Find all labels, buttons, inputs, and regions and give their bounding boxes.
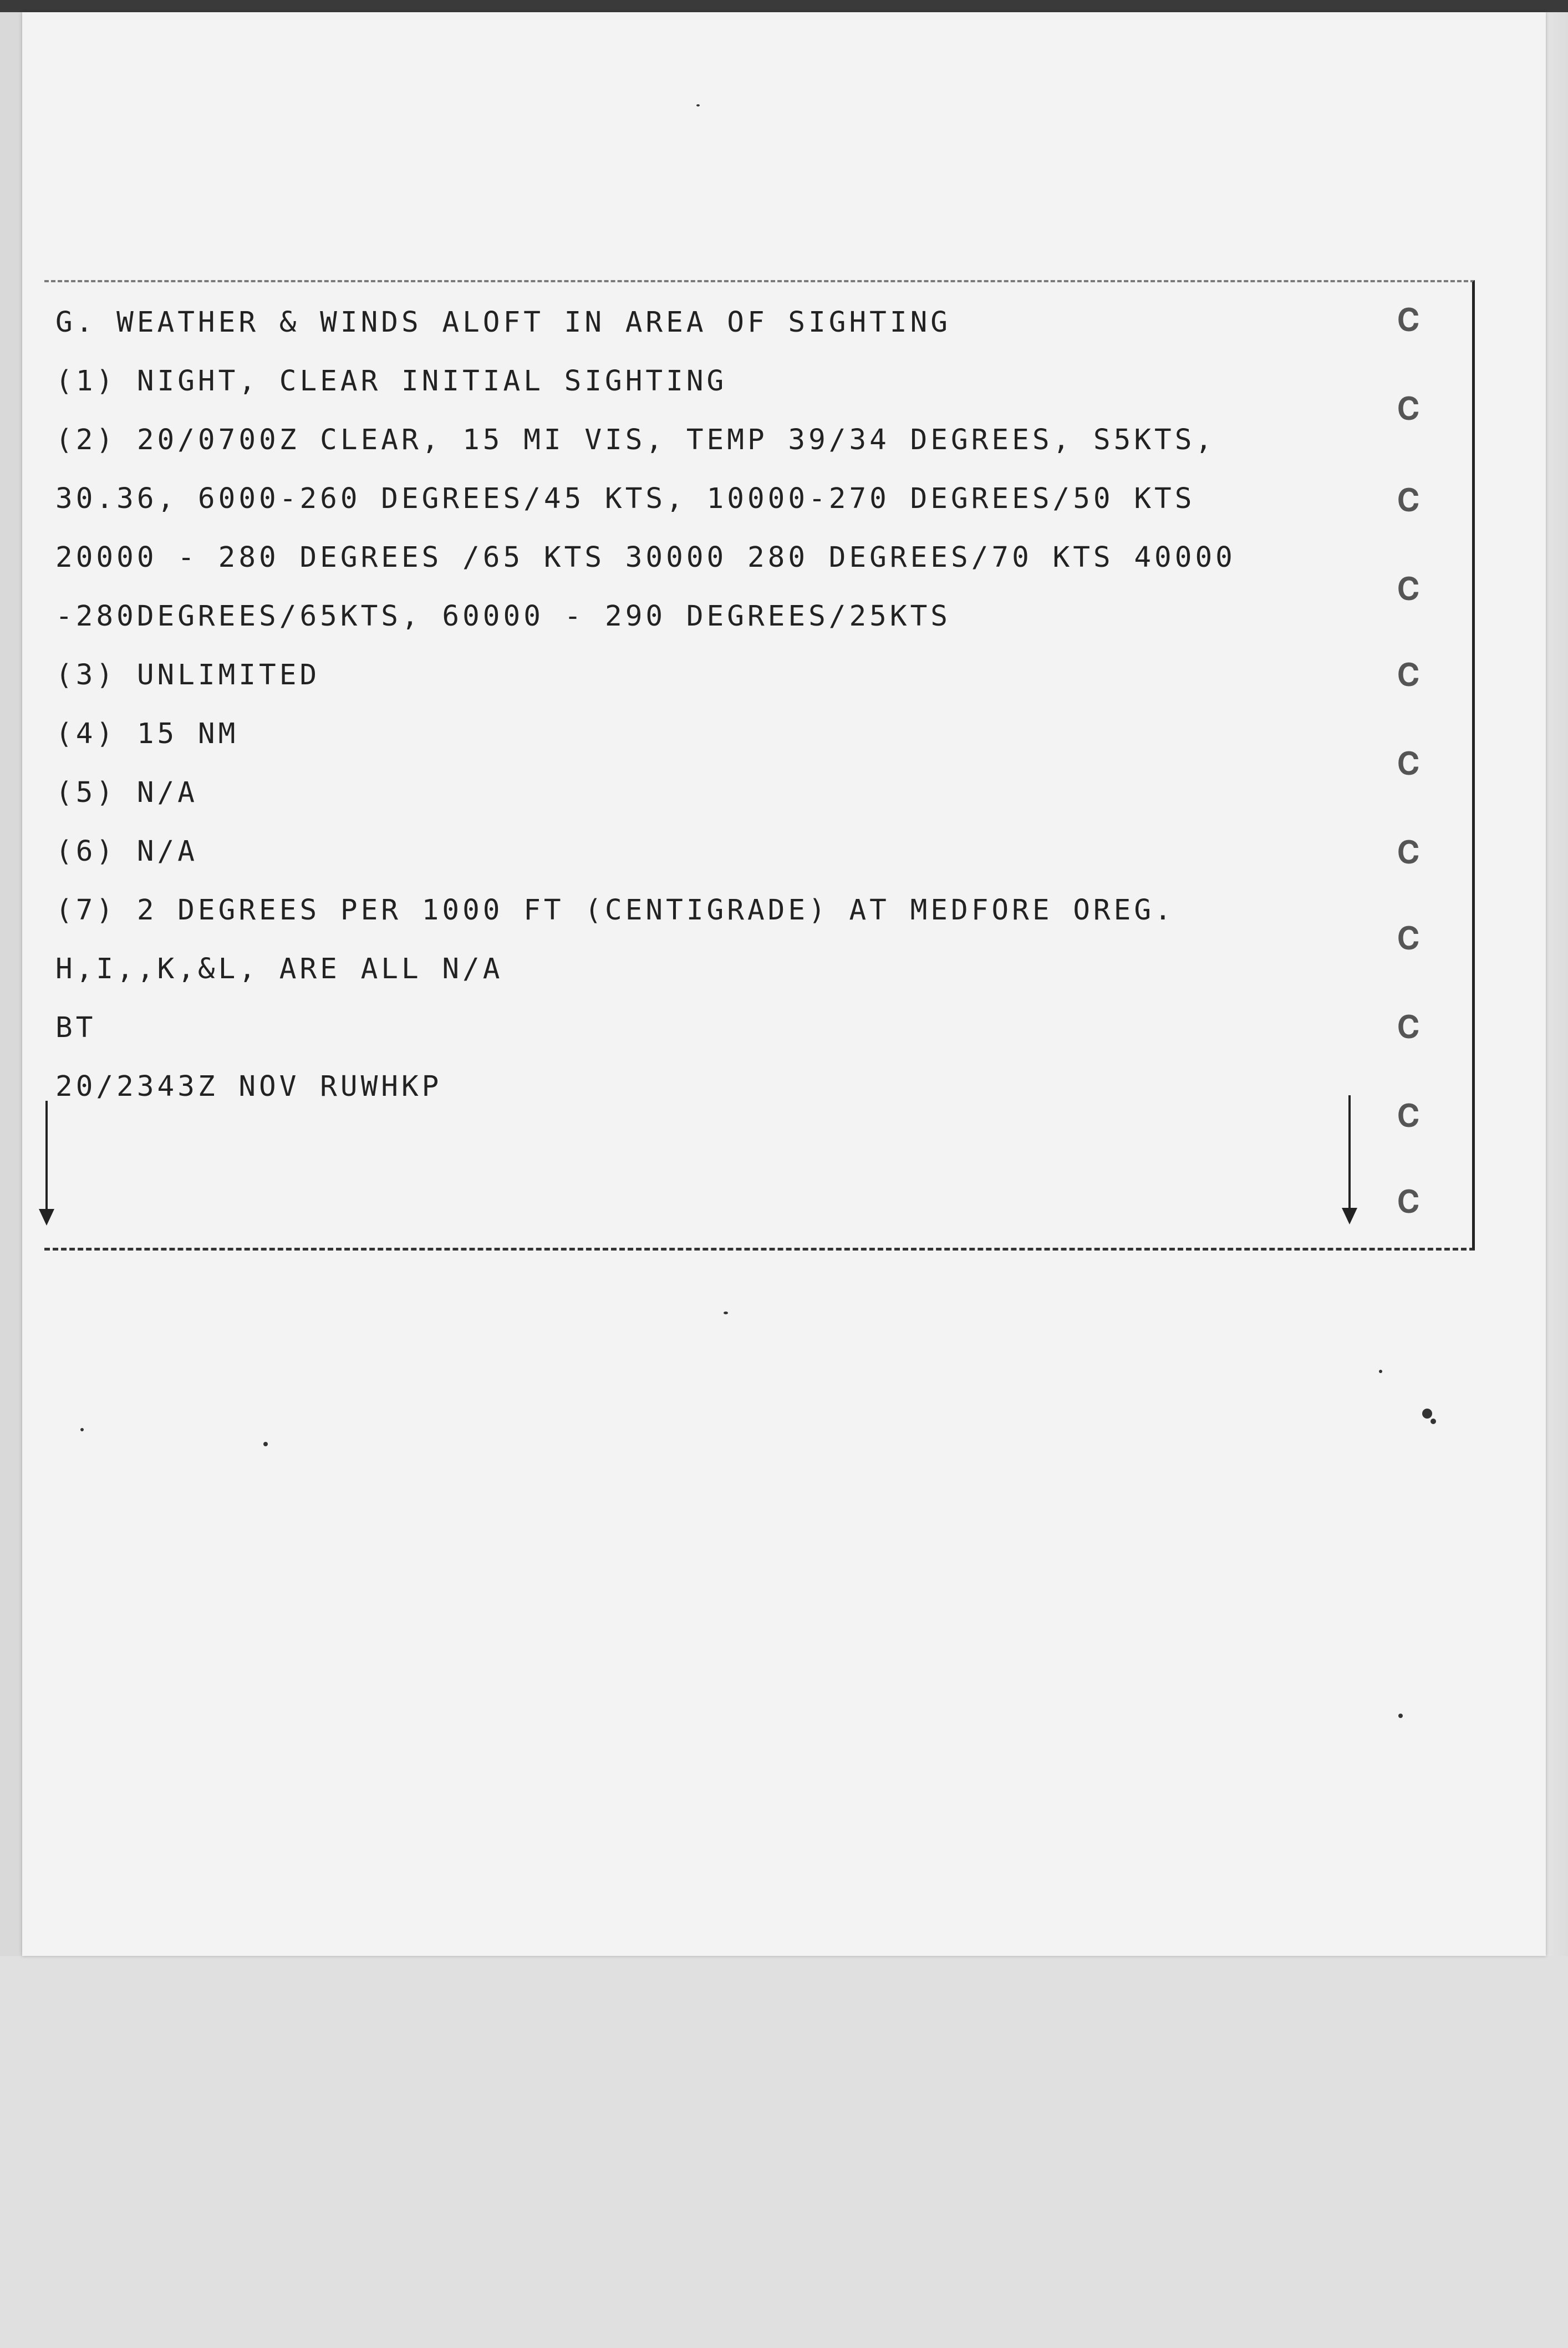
message-line: 30.36, 6000-260 DEGREES/45 KTS, 10000-270 DEGREES/50 KTS	[55, 482, 1195, 515]
sprocket-hole-icon: 𝐂	[1397, 571, 1420, 607]
message-line: -280DEGREES/65KTS, 60000 - 290 DEGREES/25KTS	[55, 600, 951, 633]
sprocket-hole-icon: 𝐂	[1397, 746, 1420, 782]
sprocket-hole-icon: 𝐂	[1397, 1009, 1420, 1045]
message-line: (5) N/A	[55, 776, 198, 809]
message-line: (4) 15 NM	[55, 718, 239, 750]
message-line: (7) 2 DEGREES PER 1000 FT (CENTIGRADE) AT MEDFORE OREG.	[55, 894, 1175, 927]
sprocket-hole-icon: 𝐂	[1397, 1184, 1420, 1220]
message-line: 20000 - 280 DEGREES /65 KTS 30000 280 DEGREES/70 KTS 40000	[55, 541, 1236, 574]
message-line: 20/2343Z NOV RUWHKP	[55, 1070, 442, 1103]
message-line: (6) N/A	[55, 835, 198, 868]
sprocket-hole-icon: 𝐂	[1397, 391, 1420, 427]
lower-page-background	[0, 1956, 1568, 2348]
feed-holes	[1397, 0, 1442, 2348]
sprocket-hole-icon: 𝐂	[1397, 302, 1420, 338]
message-line: (2) 20/0700Z CLEAR, 15 MI VIS, TEMP 39/34 DEGREES, S5KTS,	[55, 424, 1216, 456]
sprocket-hole-icon: 𝐂	[1397, 921, 1420, 957]
sprocket-hole-icon: 𝐂	[1397, 657, 1420, 693]
message-line: (1) NIGHT, CLEAR INITIAL SIGHTING	[55, 365, 727, 398]
message-line: H,I,,K,&L, ARE ALL N/A	[55, 953, 503, 985]
sprocket-hole-icon: 𝐂	[1397, 1098, 1420, 1134]
message-line: BT	[55, 1012, 96, 1044]
message-line: G. WEATHER & WINDS ALOFT IN AREA OF SIGHTING	[55, 306, 951, 339]
message-line: (3) UNLIMITED	[55, 659, 320, 692]
film-top-edge	[0, 0, 1568, 12]
sprocket-hole-icon: 𝐂	[1397, 835, 1420, 871]
sprocket-hole-icon: 𝐂	[1397, 482, 1420, 519]
